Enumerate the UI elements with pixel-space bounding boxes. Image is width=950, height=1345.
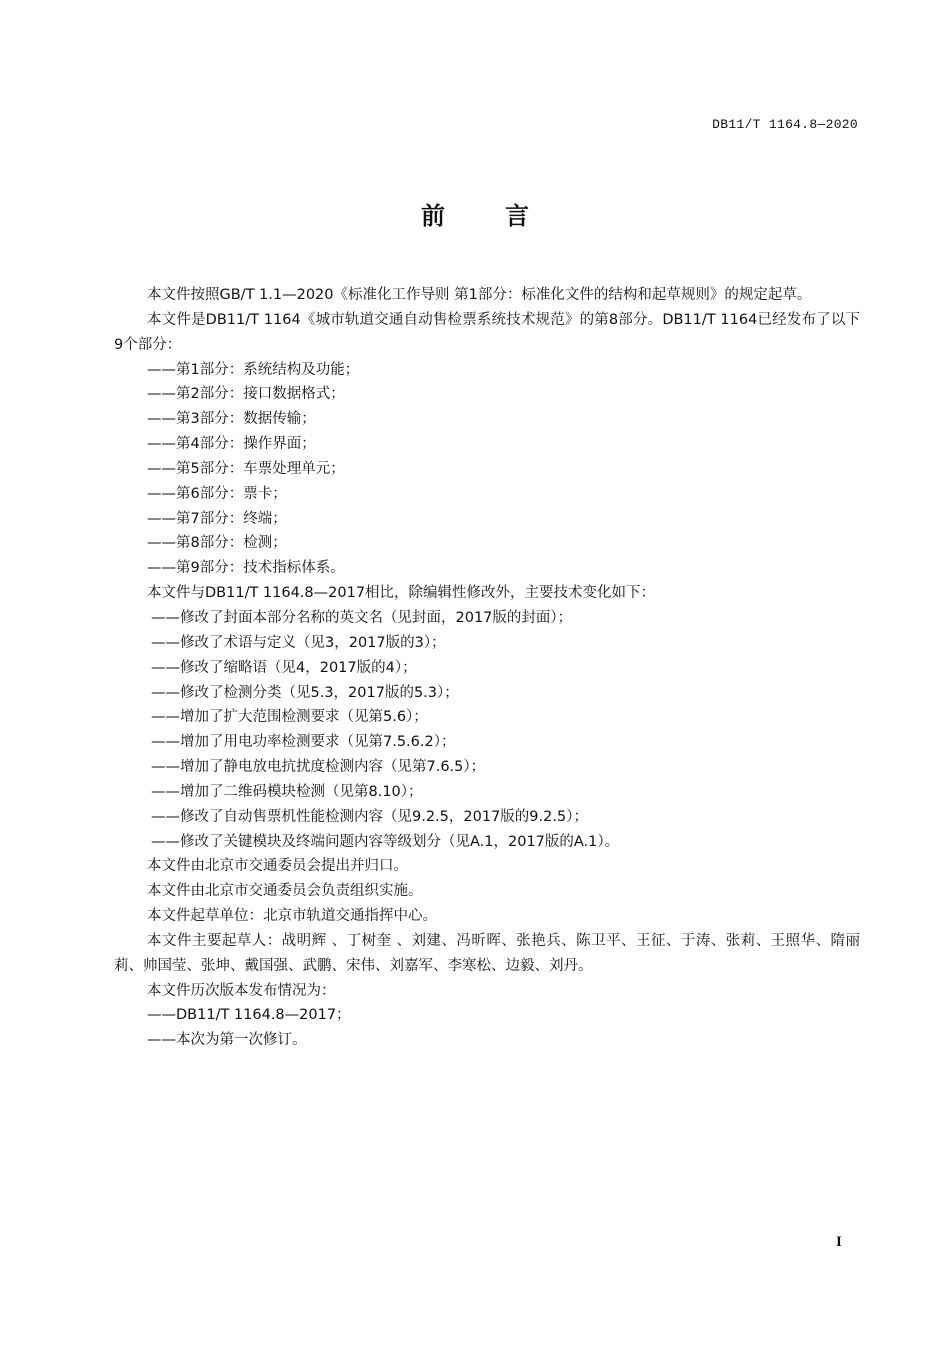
- part-list-item: ——第6部分：票卡；: [147, 485, 287, 502]
- change-list-item: ——修改了术语与定义（见3，2017版的3）；: [151, 634, 446, 651]
- change-list-item: ——增加了静电放电抗扰度检测内容（见第7.6.5）；: [151, 759, 486, 776]
- change-list-item: ——增加了用电功率检测要求（见第7.5.6.2）；: [151, 734, 456, 751]
- paragraph-implementer: 本文件由北京市交通委员会负责组织实施。: [147, 883, 423, 900]
- page-number: I: [836, 1234, 842, 1250]
- change-list-item: ——修改了关键模块及终端问题内容等级划分（见A.1，2017版的A.1）。: [151, 833, 620, 850]
- foreword-body: [114, 283, 860, 1053]
- part-list-item: ——第8部分：检测；: [147, 535, 287, 552]
- paragraph-history-intro: 本文件历次版本发布情况为：: [147, 982, 336, 999]
- history-list-item: ——本次为第一次修订。: [147, 1032, 307, 1049]
- part-list-item: ——第2部分：接口数据格式；: [147, 386, 345, 403]
- change-list-item: ——修改了自动售票机性能检测内容（见9.2.5，2017版的9.2.5）；: [151, 808, 588, 825]
- part-list-item: ——第9部分：技术指标体系。: [147, 560, 345, 577]
- part-list-item: ——第1部分：系统结构及功能；: [147, 361, 360, 378]
- change-list-item: ——增加了扩大范围检测要求（见第5.6）；: [151, 709, 428, 726]
- change-list-item: ——增加了二维码模块检测（见第8.10）；: [151, 783, 423, 800]
- page-title: 前言: [421, 202, 589, 230]
- history-list-item: ——DB11/T 1164.8—2017；: [147, 1007, 351, 1024]
- part-list-item: ——第5部分：车票处理单元；: [147, 460, 345, 477]
- paragraph-drafters: 本文件主要起草人：战明辉 、丁树奎 、刘建、冯昕晖、张艳兵、陈卫平、王征、于涛、张莉、王照华、隋丽莉、帅国莹、张坤、戴国强、武鹏、宋伟、刘嘉军、李寒松、边毅、刘丹。: [114, 932, 860, 974]
- paragraph-series-overview: 本文件是DB11/T 1164《城市轨道交通自动售检票系统技术规范》的第8部分。DB11/T 1164已经发布了以下9个部分：: [114, 311, 860, 353]
- document-code: DB11/T 1164.8—2020: [712, 117, 858, 132]
- part-list-item: ——第4部分：操作界面；: [147, 436, 316, 453]
- paragraph-drafting-basis: 本文件按照GB/T 1.1—2020《标准化工作导则 第1部分：标准化文件的结构和起草规则》的规定起草。: [147, 287, 812, 303]
- part-list-item: ——第3部分：数据传输；: [147, 411, 316, 428]
- paragraph-proposer: 本文件由北京市交通委员会提出并归口。: [147, 858, 408, 875]
- paragraph-changes-intro: 本文件与DB11/T 1164.8—2017相比，除编辑性修改外，主要技术变化如下：: [147, 585, 656, 602]
- part-list-item: ——第7部分：终端；: [147, 510, 287, 527]
- change-list-item: ——修改了缩略语（见4，2017版的4）；: [151, 659, 417, 676]
- change-list-item: ——修改了检测分类（见5.3，2017版的5.3）；: [151, 684, 459, 701]
- paragraph-drafting-unit: 本文件起草单位：北京市轨道交通指挥中心。: [147, 908, 437, 925]
- change-list-item: ——修改了封面本部分名称的英文名（见封面，2017版的封面）；: [151, 609, 573, 626]
